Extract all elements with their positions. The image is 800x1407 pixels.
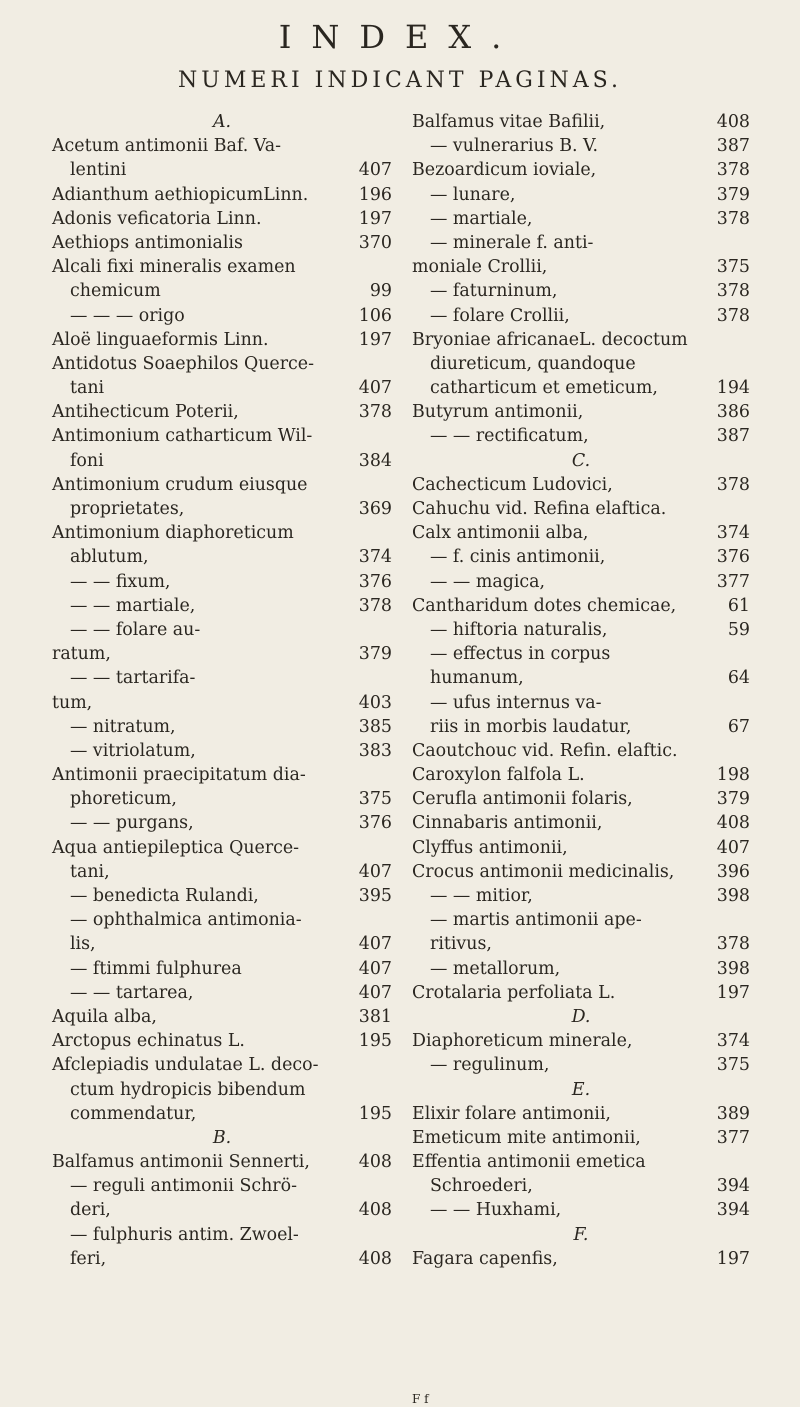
- index-entry: [52, 1053, 392, 1077]
- index-entry: [52, 836, 392, 860]
- entry-text: Elixir folare antimonii,: [412, 1103, 611, 1124]
- entry-text: Caroxylon falfola L.: [412, 765, 585, 786]
- page-number: 377: [716, 571, 750, 592]
- entry-text: — martiale,: [430, 208, 533, 229]
- entry-text: tani,: [70, 861, 110, 882]
- entry-text: Antimonium diaphoreticum: [52, 523, 294, 544]
- entry-text: moniale Crollii,: [412, 257, 548, 278]
- entry-text: chemicum: [70, 281, 161, 302]
- index-entry: [412, 1150, 750, 1174]
- entry-text: diureticum, quandoque: [430, 353, 636, 374]
- index-entry: [412, 1053, 750, 1077]
- entry-text: proprietates,: [70, 499, 185, 519]
- entry-text: — minerale f. anti-: [430, 232, 594, 253]
- index-letter-heading: [412, 1005, 750, 1029]
- index-entry: [52, 957, 392, 981]
- page-number: 384: [358, 450, 392, 471]
- index-entry: [52, 1198, 392, 1222]
- index-entry: [412, 715, 750, 739]
- page-number: 374: [716, 523, 750, 544]
- entry-text: — — Huxhami,: [430, 1200, 562, 1221]
- page-number: 387: [716, 136, 750, 157]
- index-entry: [52, 473, 392, 497]
- index-entry: [52, 739, 392, 763]
- index-entry: [52, 787, 392, 811]
- index-entry: [412, 981, 750, 1005]
- index-entry: [52, 497, 392, 521]
- page-number: 375: [716, 257, 750, 278]
- index-entry: [412, 328, 750, 352]
- page-number: 376: [358, 571, 392, 592]
- index-entry: [412, 932, 750, 956]
- entry-text: Schroederi,: [430, 1176, 533, 1197]
- index-entry: [52, 715, 392, 739]
- entry-text: Crocus antimonii medicinalis,: [412, 861, 675, 882]
- page-number: 386: [716, 402, 750, 423]
- index-entry: [412, 183, 750, 207]
- entry-text: Antidotus Soaephilos Querce-: [52, 353, 314, 374]
- index-entry: [52, 1102, 392, 1126]
- index-entry: [52, 255, 392, 279]
- entry-text: Cachecticum Ludovici,: [412, 474, 613, 495]
- page-number: 376: [358, 813, 392, 834]
- index-entry: [412, 497, 750, 521]
- page-number: 378: [716, 474, 750, 495]
- entry-text: Aloë linguaeformis Linn.: [52, 329, 269, 350]
- index-entry: [52, 400, 392, 424]
- entry-text: Afclepiadis undulatae L. deco-: [52, 1055, 319, 1076]
- index-entry: [412, 836, 750, 860]
- page-number: 407: [358, 160, 392, 181]
- page-number: 106: [358, 305, 392, 326]
- entry-text: Bryoniae africanaeL. decoctum: [412, 329, 688, 350]
- entry-text: — — — origo: [70, 305, 185, 326]
- page-number: 408: [358, 1200, 392, 1221]
- index-entry: [412, 207, 750, 231]
- entry-text: — benedicta Rulandi,: [70, 886, 259, 906]
- index-entry: [52, 570, 392, 594]
- entry-text: Clyffus antimonii,: [412, 837, 568, 858]
- page-number: 408: [358, 1248, 392, 1269]
- page-number: 378: [358, 595, 392, 616]
- index-entry: [52, 1005, 392, 1029]
- index-letter-heading: [412, 1078, 750, 1102]
- page-number: 407: [358, 982, 392, 1003]
- page-number: 374: [716, 1031, 750, 1052]
- index-entry: [52, 424, 392, 448]
- page-number: 394: [716, 1176, 750, 1197]
- index-entry: [52, 521, 392, 545]
- page-number: 194: [716, 378, 750, 399]
- page-number: 195: [358, 1031, 392, 1052]
- entry-text: Crotalaria perfoliata L.: [412, 982, 616, 1003]
- page-number: 408: [716, 112, 750, 132]
- entry-text: Fagara capenfis,: [412, 1248, 558, 1269]
- page-number: 398: [716, 958, 750, 979]
- entry-text: — — mitior,: [430, 886, 533, 906]
- entry-text: — regulinum,: [430, 1055, 550, 1076]
- page-number: 408: [716, 813, 750, 834]
- entry-text: Butyrum antimonii,: [412, 402, 584, 423]
- index-letter-heading: [412, 449, 750, 473]
- entry-text: deri,: [70, 1200, 111, 1221]
- index-entry: [412, 1247, 750, 1271]
- entry-text: — — tartarifa-: [70, 668, 196, 689]
- page-number: 377: [716, 1127, 750, 1148]
- entry-text: — hiftoria naturalis,: [430, 619, 608, 640]
- index-letter-heading: [52, 110, 392, 134]
- index-entry: [52, 134, 392, 158]
- index-entry: [412, 691, 750, 715]
- entry-text: Caoutchouc vid. Refin. elaftic.: [412, 740, 678, 761]
- index-entry: [52, 1174, 392, 1198]
- entry-text: — — magica,: [430, 571, 546, 592]
- index-entry: [52, 811, 392, 835]
- page-number: 378: [716, 934, 750, 955]
- entry-text: Cinnabaris antimonii,: [412, 813, 603, 834]
- entry-text: Antimonium crudum eiusque: [52, 474, 308, 495]
- entry-text: — reguli antimonii Schrö-: [70, 1176, 297, 1197]
- index-entry: [412, 618, 750, 642]
- page-number: 375: [716, 1055, 750, 1076]
- page-number: 387: [716, 426, 750, 447]
- index-entry: [412, 884, 750, 908]
- entry-text: — metallorum,: [430, 958, 561, 979]
- page-number: 407: [358, 378, 392, 399]
- index-entry: [52, 1078, 392, 1102]
- page-number: 383: [358, 740, 392, 761]
- index-entry: [52, 279, 392, 303]
- page-number: 375: [358, 789, 392, 810]
- index-entry: [52, 981, 392, 1005]
- entry-text: Calx antimonii alba,: [412, 523, 589, 544]
- entry-text: foni: [70, 450, 104, 471]
- page-number: 379: [358, 644, 392, 665]
- entry-text: — ftimmi fulphurea: [70, 958, 242, 979]
- index-entry: [412, 304, 750, 328]
- index-entry: [412, 570, 750, 594]
- index-entry: [412, 521, 750, 545]
- page-number: 197: [358, 329, 392, 350]
- index-entry: [412, 400, 750, 424]
- index-entry: [52, 618, 392, 642]
- entry-text: lis,: [70, 934, 96, 955]
- entry-text: B.: [212, 1127, 232, 1148]
- index-entry: [52, 183, 392, 207]
- entry-text: — martis antimonii ape-: [430, 910, 642, 931]
- page-number: 198: [716, 765, 750, 786]
- index-entry: [412, 376, 750, 400]
- entry-text: Antihecticum Poterii,: [52, 402, 239, 423]
- entry-text: — effectus in corpus: [430, 644, 611, 665]
- entry-text: — — fixum,: [70, 571, 171, 592]
- index-entry: [412, 1102, 750, 1126]
- index-entry: [412, 1029, 750, 1053]
- entry-text: tum,: [52, 692, 93, 713]
- page-subtitle: NUMERI INDICANT PAGINAS.: [178, 68, 622, 93]
- index-entry: [52, 884, 392, 908]
- page-number: 195: [358, 1103, 392, 1124]
- entry-text: — vitriolatum,: [70, 740, 196, 761]
- page-number: 378: [716, 281, 750, 302]
- index-entry: [52, 1150, 392, 1174]
- index-column-left: [52, 110, 392, 1271]
- index-entry: [412, 255, 750, 279]
- entry-text: Arctopus echinatus L.: [52, 1031, 245, 1052]
- entry-text: ablutum,: [70, 547, 149, 568]
- index-entry: [52, 642, 392, 666]
- index-entry: [52, 932, 392, 956]
- index-entry: [412, 908, 750, 932]
- page-number: 64: [727, 668, 750, 689]
- index-entry: [52, 545, 392, 569]
- index-entry: [412, 545, 750, 569]
- entry-text: — vulnerarius B. V.: [430, 136, 599, 157]
- entry-text: Balfamus vitae Bafilii,: [412, 112, 606, 132]
- page-title: INDEX.: [278, 18, 522, 56]
- entry-text: Aqua antiepileptica Querce-: [52, 837, 300, 858]
- page-number: 197: [716, 982, 750, 1003]
- entry-text: commendatur,: [70, 1103, 197, 1124]
- page-number: 67: [727, 716, 750, 737]
- entry-text: — — purgans,: [70, 813, 194, 834]
- index-letter-heading: [412, 1223, 750, 1247]
- page-number: 378: [716, 208, 750, 229]
- page-number: 378: [716, 160, 750, 181]
- entry-text: Antimonii praecipitatum dia-: [52, 765, 306, 786]
- index-entry: [412, 1198, 750, 1222]
- index-entry: [52, 1223, 392, 1247]
- entry-text: — nitratum,: [70, 716, 176, 737]
- index-entry: [412, 424, 750, 448]
- page-number: 369: [358, 499, 392, 519]
- index-entry: [412, 110, 750, 134]
- index-entry: [412, 473, 750, 497]
- entry-text: — faturninum,: [430, 281, 558, 302]
- entry-text: Emeticum mite antimonii,: [412, 1127, 641, 1148]
- entry-text: Bezoardicum ioviale,: [412, 160, 597, 181]
- page-number: 99: [369, 281, 392, 302]
- entry-text: feri,: [70, 1248, 107, 1269]
- page-number: 407: [358, 861, 392, 882]
- entry-text: Alcali fixi mineralis examen: [52, 257, 296, 278]
- page-number: 389: [716, 1103, 750, 1124]
- entry-text: Acetum antimonii Baf. Va-: [52, 136, 281, 157]
- page-number: 398: [716, 886, 750, 906]
- index-entry: [412, 279, 750, 303]
- entry-text: Adianthum aethiopicumLinn.: [52, 184, 309, 205]
- entry-text: D.: [571, 1006, 591, 1027]
- index-entry: [412, 860, 750, 884]
- entry-text: Adonis veficatoria Linn.: [52, 208, 262, 229]
- entry-text: Balfamus antimonii Sennerti,: [52, 1152, 310, 1173]
- index-entry: [412, 134, 750, 158]
- index-entry: [52, 763, 392, 787]
- page-number: 374: [358, 547, 392, 568]
- entry-text: ctum hydropicis bibendum: [70, 1079, 306, 1100]
- page-number: 376: [716, 547, 750, 568]
- index-entry: [52, 376, 392, 400]
- entry-text: Cerufla antimonii folaris,: [412, 789, 633, 810]
- entry-text: — — tartarea,: [70, 982, 194, 1003]
- page-number: 59: [727, 619, 750, 640]
- index-entry: [52, 594, 392, 618]
- page-number: 197: [716, 1248, 750, 1269]
- page-number: 197: [358, 208, 392, 229]
- page-number: 407: [716, 837, 750, 858]
- page-number: 394: [716, 1200, 750, 1221]
- index-entry: [412, 787, 750, 811]
- entry-text: — — folare au-: [70, 619, 201, 640]
- page-number: 385: [358, 716, 392, 737]
- index-entry: [412, 739, 750, 763]
- entry-text: ratum,: [52, 644, 111, 665]
- entry-text: A.: [212, 112, 232, 132]
- index-entry: [412, 352, 750, 376]
- index-entry: [52, 352, 392, 376]
- entry-text: Diaphoreticum minerale,: [412, 1031, 633, 1052]
- index-column-right: [412, 110, 750, 1271]
- entry-text: E.: [571, 1079, 591, 1100]
- entry-text: — ophthalmica antimonia-: [70, 910, 302, 931]
- page-number: 407: [358, 934, 392, 955]
- index-entry: [52, 691, 392, 715]
- entry-text: — ufus internus va-: [430, 692, 602, 713]
- entry-text: — f. cinis antimonii,: [430, 547, 606, 568]
- index-letter-heading: [52, 1126, 392, 1150]
- index-entry: [412, 594, 750, 618]
- signature-mark: F f: [412, 1392, 429, 1406]
- index-entry: [52, 666, 392, 690]
- entry-text: humanum,: [430, 668, 524, 689]
- entry-text: F.: [573, 1224, 589, 1245]
- index-entry: [412, 763, 750, 787]
- index-entry: [52, 449, 392, 473]
- entry-text: — — martiale,: [70, 595, 196, 616]
- page-number: 403: [358, 692, 392, 713]
- entry-text: C.: [571, 450, 591, 471]
- index-entry: [412, 957, 750, 981]
- index-entry: [52, 1247, 392, 1271]
- entry-text: — folare Crollii,: [430, 305, 570, 326]
- page-number: 370: [358, 232, 392, 253]
- entry-text: Effentia antimonii emetica: [412, 1152, 646, 1173]
- index-entry: [52, 908, 392, 932]
- page-number: 379: [716, 789, 750, 810]
- page-number: 381: [358, 1006, 392, 1027]
- index-entry: [52, 207, 392, 231]
- entry-text: Aethiops antimonialis: [52, 232, 243, 253]
- entry-text: Cahuchu vid. Refina elaftica.: [412, 499, 667, 519]
- entry-text: Antimonium catharticum Wil-: [52, 426, 313, 447]
- index-entry: [412, 1174, 750, 1198]
- page-number: 379: [716, 184, 750, 205]
- index-entry: [52, 1029, 392, 1053]
- index-entry: [52, 304, 392, 328]
- page-number: 407: [358, 958, 392, 979]
- index-entry: [52, 158, 392, 182]
- entry-text: tani: [70, 378, 105, 399]
- page-number: 395: [358, 886, 392, 906]
- index-entry: [52, 860, 392, 884]
- entry-text: lentini: [70, 160, 127, 181]
- page-number: 378: [358, 402, 392, 423]
- entry-text: catharticum et emeticum,: [430, 378, 658, 399]
- entry-text: — — rectificatum,: [430, 426, 589, 447]
- entry-text: riis in morbis laudatur,: [430, 716, 632, 737]
- index-entry: [412, 158, 750, 182]
- index-entry: [52, 231, 392, 255]
- index-entry: [412, 642, 750, 666]
- page-number: 396: [716, 861, 750, 882]
- page-number: 408: [358, 1152, 392, 1173]
- index-entry: [412, 231, 750, 255]
- entry-text: phoreticum,: [70, 789, 177, 810]
- entry-text: — lunare,: [430, 184, 516, 205]
- page-number: 196: [358, 184, 392, 205]
- index-entry: [412, 1126, 750, 1150]
- index-entry: [412, 666, 750, 690]
- index-entry: [52, 328, 392, 352]
- index-entry: [412, 811, 750, 835]
- entry-text: Cantharidum dotes chemicae,: [412, 595, 677, 616]
- entry-text: — fulphuris antim. Zwoel-: [70, 1224, 299, 1245]
- entry-text: Aquila alba,: [52, 1006, 157, 1027]
- page-number: 61: [727, 595, 750, 616]
- entry-text: ritivus,: [430, 934, 492, 955]
- page-number: 378: [716, 305, 750, 326]
